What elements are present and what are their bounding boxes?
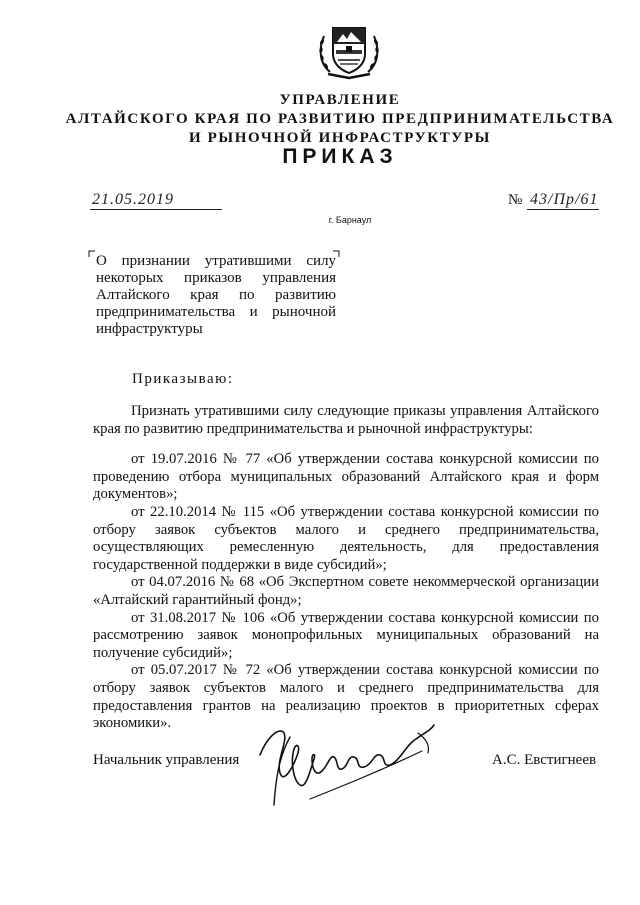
- document-number: 43/Пр/61: [530, 191, 599, 208]
- signatory-name: А.С. Евстигнеев: [492, 752, 597, 768]
- agency-name-line-1: УПРАВЛЕНИЕ: [279, 92, 401, 108]
- repealed-order-item: от 31.08.2017 № 106 «Об утверждении состава конкурсной комиссии по рассмотрению заявок монопрофильных муниципальных образований на получение субсидий»;: [93, 609, 599, 661]
- signatory-position: Начальник управления: [93, 752, 240, 768]
- document-body: [93, 403, 599, 733]
- repealed-order-item: от 04.07.2016 № 68 «Об Экспертном совете некоммерческой организации «Алтайский гарантийный фонд»;: [93, 574, 599, 608]
- document-subject: О признании утратившими силу некоторых приказов управления Алтайского края по развитию предпринимательства и рыночной инфраструктуры: [96, 253, 336, 337]
- coat-of-arms-icon: [316, 20, 382, 82]
- body-lead-paragraph: Признать утратившими силу следующие приказы управления Алтайского края по развитию предпринимательства и рыночной инфраструктуры:: [93, 403, 599, 437]
- subject-bracket-left: [88, 250, 96, 258]
- agency-name-line-3: И РЫНОЧНОЙ ИНФРАСТРУКТУРЫ: [189, 130, 491, 146]
- document-date: 21.05.2019: [92, 191, 174, 208]
- order-word: Приказываю:: [132, 371, 234, 387]
- repealed-order-item: от 22.10.2014 № 115 «Об утверждении состава конкурсной комиссии по отбору заявок субъектов малого и среднего предпринимательства, осуществляющих ремесленную деятельность, для предоставления государственной поддержки в виде субсидий»;: [93, 503, 599, 573]
- document-type-title: ПРИКАЗ: [282, 145, 398, 168]
- handwritten-signature: [250, 715, 450, 810]
- date-underline: [90, 209, 222, 210]
- agency-name-line-2: АЛТАЙСКОГО КРАЯ ПО РАЗВИТИЮ ПРЕДПРИНИМАТЕЛЬСТВА: [65, 111, 615, 127]
- repealed-order-item: от 05.07.2017 № 72 «Об утверждении состава конкурсной комиссии по отбору заявок субъектов малого и среднего предпринимательства для предоставления грантов на реализацию проектов в приоритетных сферах экономики».: [93, 662, 599, 732]
- repealed-order-item: от 19.07.2016 № 77 «Об утверждении состава конкурсной комиссии по проведению отбора муниципальных образований Алтайского края и форм документов»;: [93, 451, 599, 503]
- number-underline: [527, 209, 599, 210]
- city-label: г. Барнаул: [328, 215, 372, 225]
- number-label: №: [508, 192, 523, 208]
